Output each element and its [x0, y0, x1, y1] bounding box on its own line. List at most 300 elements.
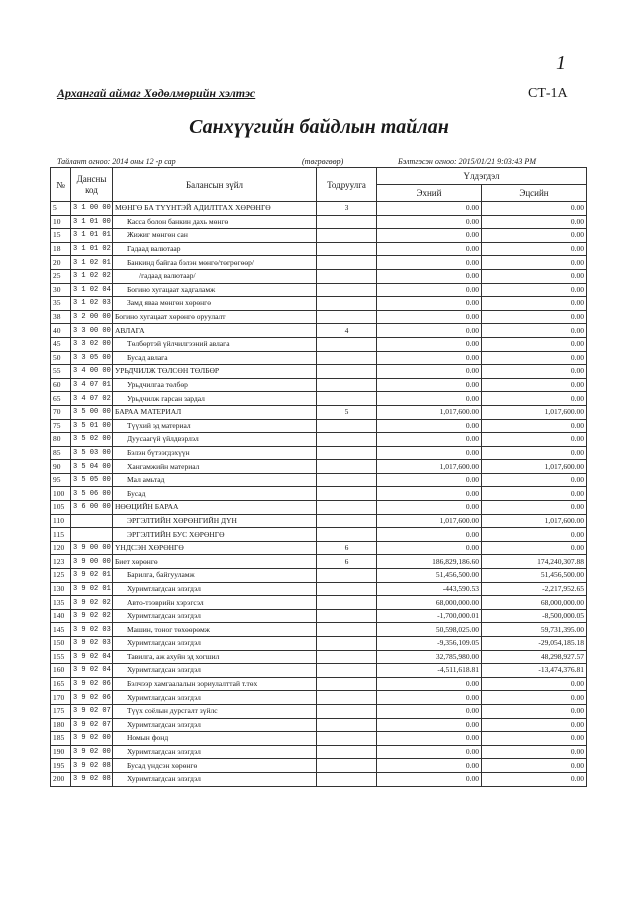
opening-balance: 0.00: [377, 691, 482, 705]
table-row: [51, 582, 587, 596]
opening-balance: 0.00: [377, 337, 482, 351]
note-ref: [317, 704, 377, 718]
closing-balance: 0.00: [482, 759, 587, 773]
opening-balance: 68,000,000.00: [377, 596, 482, 610]
account-code: 3 9 02 06: [71, 677, 113, 691]
opening-balance: 0.00: [377, 677, 482, 691]
closing-balance: -8,500,000.05: [482, 609, 587, 623]
note-ref: [317, 378, 377, 392]
header-begin: Эхний: [377, 185, 482, 202]
account-name: Касса болон банкин дахь мөнгө: [113, 215, 317, 229]
account-code: [71, 514, 113, 528]
closing-balance: 0.00: [482, 378, 587, 392]
account-name: Мал амьтад: [113, 473, 317, 487]
report-title: Санхүүгийн байдлын тайлан: [189, 116, 449, 138]
note-ref: [317, 637, 377, 651]
row-number: 55: [51, 365, 71, 379]
closing-balance: 0.00: [482, 269, 587, 283]
table-row: [51, 433, 587, 447]
row-number: 155: [51, 650, 71, 664]
note-ref: [317, 501, 377, 515]
closing-balance: 0.00: [482, 242, 587, 256]
note-ref: [317, 297, 377, 311]
row-number: 50: [51, 351, 71, 365]
account-name: Хуримтлагдсан элэгдэл: [113, 718, 317, 732]
closing-balance: 48,298,927.57: [482, 650, 587, 664]
table-row: [51, 473, 587, 487]
account-name: НӨӨЦИЙН БАРАА: [113, 501, 317, 515]
table-row: [51, 772, 587, 786]
closing-balance: 0.00: [482, 691, 587, 705]
row-number: 160: [51, 664, 71, 678]
closing-balance: 0.00: [482, 310, 587, 324]
note-ref: [317, 392, 377, 406]
account-name: Хуримтлагдсан элэгдэл: [113, 745, 317, 759]
table-row: [51, 269, 587, 283]
account-code: 3 1 01 02: [71, 242, 113, 256]
row-number: 150: [51, 637, 71, 651]
closing-balance: 0.00: [482, 528, 587, 542]
table-row: [51, 637, 587, 651]
table-row: [51, 365, 587, 379]
table-row: [51, 446, 587, 460]
note-ref: [317, 229, 377, 243]
note-ref: 6: [317, 555, 377, 569]
table-row: [51, 759, 587, 773]
account-code: 3 1 02 04: [71, 283, 113, 297]
note-ref: [317, 609, 377, 623]
table-row: [51, 650, 587, 664]
table-row: [51, 704, 587, 718]
account-name: Урьдчилж гарсан зардал: [113, 392, 317, 406]
row-number: 75: [51, 419, 71, 433]
account-code: 3 9 02 02: [71, 596, 113, 610]
row-number: 165: [51, 677, 71, 691]
closing-balance: 0.00: [482, 202, 587, 216]
row-number: 20: [51, 256, 71, 270]
row-number: 105: [51, 501, 71, 515]
account-name: ҮНДСЭН ХӨРӨНГӨ: [113, 541, 317, 555]
account-name: Бэлчээр хамгаалалын зориулалттай т.төх: [113, 677, 317, 691]
account-code: 3 1 02 01: [71, 256, 113, 270]
closing-balance: -2,217,952.65: [482, 582, 587, 596]
account-name: Замд яваа мөнгөн хөрөнгө: [113, 297, 317, 311]
table-row: [51, 419, 587, 433]
opening-balance: 0.00: [377, 528, 482, 542]
account-code: 3 1 00 00: [71, 202, 113, 216]
account-code: 3 1 01 01: [71, 229, 113, 243]
account-code: 3 9 02 08: [71, 772, 113, 786]
opening-balance: 0.00: [377, 269, 482, 283]
opening-balance: 0.00: [377, 501, 482, 515]
note-ref: [317, 433, 377, 447]
opening-balance: 0.00: [377, 297, 482, 311]
note-ref: [317, 365, 377, 379]
opening-balance: 0.00: [377, 772, 482, 786]
table-row: [51, 664, 587, 678]
account-code: [71, 528, 113, 542]
opening-balance: -4,511,618.81: [377, 664, 482, 678]
table-row: [51, 405, 587, 419]
currency-unit: (төгрөгөөр): [302, 157, 344, 166]
closing-balance: 1,017,600.00: [482, 514, 587, 528]
prepared-date: Бэлтгэсэн огноо: 2015/01/21 9:03:43 PM: [398, 157, 536, 166]
closing-balance: 0.00: [482, 419, 587, 433]
account-code: 3 9 02 01: [71, 582, 113, 596]
account-name: Банкинд байгаа бэлэн мөнгө/төгрөгөөр/: [113, 256, 317, 270]
table-row: [51, 242, 587, 256]
row-number: 100: [51, 487, 71, 501]
row-number: 130: [51, 582, 71, 596]
account-code: 3 5 05 00: [71, 473, 113, 487]
closing-balance: 0.00: [482, 704, 587, 718]
row-number: 35: [51, 297, 71, 311]
opening-balance: 50,598,025.00: [377, 623, 482, 637]
row-number: 140: [51, 609, 71, 623]
header-no: №: [51, 168, 71, 202]
account-name: МӨНГӨ БА ТҮҮНТЭЙ АДИЛТГАХ ХӨРӨНГӨ: [113, 202, 317, 216]
note-ref: 5: [317, 405, 377, 419]
note-ref: [317, 460, 377, 474]
row-number: 80: [51, 433, 71, 447]
opening-balance: 0.00: [377, 378, 482, 392]
account-code: 3 3 05 00: [71, 351, 113, 365]
opening-balance: 0.00: [377, 202, 482, 216]
opening-balance: 0.00: [377, 718, 482, 732]
account-code: 3 4 07 02: [71, 392, 113, 406]
header-account-code: Дансны код: [71, 168, 113, 202]
account-name: Хуримтлагдсан элэгдэл: [113, 582, 317, 596]
row-number: 18: [51, 242, 71, 256]
note-ref: [317, 242, 377, 256]
account-name: БАРАА МАТЕРИАЛ: [113, 405, 317, 419]
account-name: Хуримтлагдсан элэгдэл: [113, 664, 317, 678]
account-code: 3 5 06 00: [71, 487, 113, 501]
account-name: Богино хугацаат хөрөнгө оруулалт: [113, 310, 317, 324]
closing-balance: 0.00: [482, 337, 587, 351]
opening-balance: 186,829,186.60: [377, 555, 482, 569]
opening-balance: 0.00: [377, 310, 482, 324]
closing-balance: 1,017,600.00: [482, 460, 587, 474]
account-name: /гадаад валютаар/: [113, 269, 317, 283]
account-code: 3 9 02 00: [71, 745, 113, 759]
row-number: 45: [51, 337, 71, 351]
table-header-row: [51, 168, 587, 185]
row-number: 200: [51, 772, 71, 786]
closing-balance: -13,474,376.81: [482, 664, 587, 678]
row-number: 145: [51, 623, 71, 637]
table-row: [51, 256, 587, 270]
account-code: 3 9 02 04: [71, 664, 113, 678]
closing-balance: 0.00: [482, 718, 587, 732]
table-row: [51, 569, 587, 583]
table-row: [51, 215, 587, 229]
note-ref: [317, 772, 377, 786]
row-number: 135: [51, 596, 71, 610]
handwritten-page-number: 1: [556, 52, 566, 74]
note-ref: [317, 487, 377, 501]
balance-sheet-table: [50, 167, 587, 787]
header-end: Эцсийн: [482, 185, 587, 202]
note-ref: [317, 677, 377, 691]
opening-balance: 0.00: [377, 704, 482, 718]
closing-balance: 0.00: [482, 677, 587, 691]
note-ref: [317, 745, 377, 759]
opening-balance: 51,456,500.00: [377, 569, 482, 583]
account-name: Бусад авлага: [113, 351, 317, 365]
closing-balance: 0.00: [482, 351, 587, 365]
note-ref: [317, 215, 377, 229]
opening-balance: 0.00: [377, 229, 482, 243]
account-code: 3 1 01 00: [71, 215, 113, 229]
opening-balance: 0.00: [377, 392, 482, 406]
note-ref: [317, 310, 377, 324]
table-row: [51, 229, 587, 243]
row-number: 115: [51, 528, 71, 542]
opening-balance: 0.00: [377, 732, 482, 746]
note-ref: [317, 514, 377, 528]
row-number: 195: [51, 759, 71, 773]
account-name: Тавилга, аж ахуйн эд хогшил: [113, 650, 317, 664]
row-number: 170: [51, 691, 71, 705]
account-code: 3 4 00 00: [71, 365, 113, 379]
account-code: 3 5 02 00: [71, 433, 113, 447]
account-name: Урьдчилгаа төлбөр: [113, 378, 317, 392]
table-row: [51, 745, 587, 759]
opening-balance: 1,017,600.00: [377, 460, 482, 474]
note-ref: [317, 759, 377, 773]
opening-balance: -1,700,000.01: [377, 609, 482, 623]
account-name: ЭРГЭЛТИЙН БУС ХӨРӨНГӨ: [113, 528, 317, 542]
row-number: 40: [51, 324, 71, 338]
account-name: Хуримтлагдсан элэгдэл: [113, 609, 317, 623]
note-ref: 4: [317, 324, 377, 338]
table-row: [51, 514, 587, 528]
row-number: 123: [51, 555, 71, 569]
header-balance: Үлдэгдэл: [377, 168, 587, 185]
account-name: Бэлэн бүтээгдэхүүн: [113, 446, 317, 460]
opening-balance: 0.00: [377, 433, 482, 447]
row-number: 85: [51, 446, 71, 460]
closing-balance: 0.00: [482, 256, 587, 270]
table-row: [51, 732, 587, 746]
table-row: [51, 541, 587, 555]
row-number: 65: [51, 392, 71, 406]
note-ref: [317, 269, 377, 283]
note-ref: [317, 337, 377, 351]
opening-balance: 0.00: [377, 324, 482, 338]
table-row: [51, 555, 587, 569]
table-row: [51, 392, 587, 406]
account-name: Дуусаагүй үйлдвэрлэл: [113, 433, 317, 447]
account-code: 3 4 07 01: [71, 378, 113, 392]
note-ref: [317, 419, 377, 433]
note-ref: [317, 528, 377, 542]
row-number: 30: [51, 283, 71, 297]
account-name: УРЬДЧИЛЖ ТӨЛСӨН ТӨЛБӨР: [113, 365, 317, 379]
account-name: ЭРГЭЛТИЙН ХӨРӨНГИЙН ДҮН: [113, 514, 317, 528]
table-row: [51, 528, 587, 542]
opening-balance: 0.00: [377, 541, 482, 555]
opening-balance: 0.00: [377, 473, 482, 487]
closing-balance: 0.00: [482, 283, 587, 297]
account-name: Номын фонд: [113, 732, 317, 746]
row-number: 10: [51, 215, 71, 229]
account-code: 3 6 00 00: [71, 501, 113, 515]
closing-balance: 68,000,000.00: [482, 596, 587, 610]
account-code: 3 9 02 06: [71, 691, 113, 705]
account-name: Түүх соёлын дурсгалт зүйлс: [113, 704, 317, 718]
account-code: 3 9 02 03: [71, 623, 113, 637]
closing-balance: 0.00: [482, 487, 587, 501]
account-code: 3 3 00 00: [71, 324, 113, 338]
table-row: [51, 609, 587, 623]
organization-name: Архангай аймаг Хөдөлмөрийн хэлтэс: [57, 86, 256, 100]
account-code: 3 5 04 00: [71, 460, 113, 474]
account-code: 3 9 02 07: [71, 718, 113, 732]
note-ref: 3: [317, 202, 377, 216]
row-number: 60: [51, 378, 71, 392]
account-name: Машин, тоног төхөөрөмж: [113, 623, 317, 637]
row-number: 70: [51, 405, 71, 419]
account-name: Хуримтлагдсан элэгдэл: [113, 637, 317, 651]
opening-balance: 0.00: [377, 242, 482, 256]
note-ref: [317, 596, 377, 610]
account-name: Бусад: [113, 487, 317, 501]
row-number: 15: [51, 229, 71, 243]
note-ref: [317, 256, 377, 270]
opening-balance: 0.00: [377, 446, 482, 460]
account-name: Түүхий эд материал: [113, 419, 317, 433]
account-code: 3 1 02 03: [71, 297, 113, 311]
account-code: 3 9 00 00: [71, 541, 113, 555]
row-number: 90: [51, 460, 71, 474]
row-number: 110: [51, 514, 71, 528]
closing-balance: 0.00: [482, 541, 587, 555]
row-number: 120: [51, 541, 71, 555]
opening-balance: 0.00: [377, 256, 482, 270]
account-name: АВЛАГА: [113, 324, 317, 338]
row-number: 5: [51, 202, 71, 216]
header-account-name: Балансын зүйл: [113, 168, 317, 202]
row-number: 190: [51, 745, 71, 759]
closing-balance: 0.00: [482, 732, 587, 746]
account-code: 3 9 02 01: [71, 569, 113, 583]
table-row: [51, 487, 587, 501]
report-period: Тайлант огноо: 2014 оны 12 -р сар: [57, 157, 176, 166]
account-name: Авто-тээврийн хэрэгсэл: [113, 596, 317, 610]
closing-balance: 0.00: [482, 229, 587, 243]
note-ref: [317, 664, 377, 678]
opening-balance: 0.00: [377, 365, 482, 379]
note-ref: [317, 582, 377, 596]
table-row: [51, 623, 587, 637]
account-name: Барилга, байгууламж: [113, 569, 317, 583]
closing-balance: 0.00: [482, 392, 587, 406]
account-code: 3 9 00 00: [71, 555, 113, 569]
closing-balance: 0.00: [482, 446, 587, 460]
opening-balance: 0.00: [377, 745, 482, 759]
closing-balance: 0.00: [482, 433, 587, 447]
note-ref: [317, 351, 377, 365]
account-name: Бусад үндсэн хөрөнгө: [113, 759, 317, 773]
note-ref: [317, 691, 377, 705]
closing-balance: 0.00: [482, 365, 587, 379]
account-code: 3 5 00 00: [71, 405, 113, 419]
table-row: [51, 337, 587, 351]
row-number: 175: [51, 704, 71, 718]
closing-balance: 174,240,307.88: [482, 555, 587, 569]
account-name: Жижиг мөнгөн сан: [113, 229, 317, 243]
row-number: 95: [51, 473, 71, 487]
note-ref: 6: [317, 541, 377, 555]
table-row: [51, 691, 587, 705]
table-row: [51, 297, 587, 311]
header-note: Тодруулга: [317, 168, 377, 202]
table-row: [51, 718, 587, 732]
opening-balance: 0.00: [377, 351, 482, 365]
row-number: 180: [51, 718, 71, 732]
table-row: [51, 596, 587, 610]
opening-balance: -443,590.53: [377, 582, 482, 596]
table-row: [51, 460, 587, 474]
closing-balance: 0.00: [482, 297, 587, 311]
account-code: 3 5 01 00: [71, 419, 113, 433]
account-code: 3 2 00 00: [71, 310, 113, 324]
account-code: 3 9 02 02: [71, 609, 113, 623]
account-code: 3 9 02 03: [71, 637, 113, 651]
table-row: [51, 677, 587, 691]
note-ref: [317, 283, 377, 297]
row-number: 125: [51, 569, 71, 583]
table-body: [51, 202, 587, 787]
opening-balance: 0.00: [377, 419, 482, 433]
account-code: 3 1 02 02: [71, 269, 113, 283]
opening-balance: 1,017,600.00: [377, 514, 482, 528]
account-name: Хангамжийн материал: [113, 460, 317, 474]
account-code: 3 9 02 07: [71, 704, 113, 718]
opening-balance: 0.00: [377, 283, 482, 297]
account-name: Хуримтлагдсан элэгдэл: [113, 691, 317, 705]
account-code: 3 3 02 00: [71, 337, 113, 351]
note-ref: [317, 446, 377, 460]
account-name: Биет хөрөнгө: [113, 555, 317, 569]
row-number: 25: [51, 269, 71, 283]
table-row: [51, 351, 587, 365]
note-ref: [317, 732, 377, 746]
opening-balance: 32,785,980.00: [377, 650, 482, 664]
opening-balance: 0.00: [377, 215, 482, 229]
opening-balance: 1,017,600.00: [377, 405, 482, 419]
closing-balance: 51,456,500.00: [482, 569, 587, 583]
table-row: [51, 378, 587, 392]
row-number: 185: [51, 732, 71, 746]
table-row: [51, 283, 587, 297]
form-code: СТ-1А: [528, 86, 568, 101]
account-code: 3 5 03 00: [71, 446, 113, 460]
note-ref: [317, 623, 377, 637]
account-name: Төлбөртэй үйлчилгээний авлага: [113, 337, 317, 351]
closing-balance: 0.00: [482, 745, 587, 759]
table-row: [51, 202, 587, 216]
closing-balance: 1,017,600.00: [482, 405, 587, 419]
table-row: [51, 501, 587, 515]
opening-balance: 0.00: [377, 487, 482, 501]
account-code: 3 9 02 00: [71, 732, 113, 746]
account-code: 3 9 02 08: [71, 759, 113, 773]
closing-balance: 0.00: [482, 772, 587, 786]
closing-balance: 59,731,395.00: [482, 623, 587, 637]
